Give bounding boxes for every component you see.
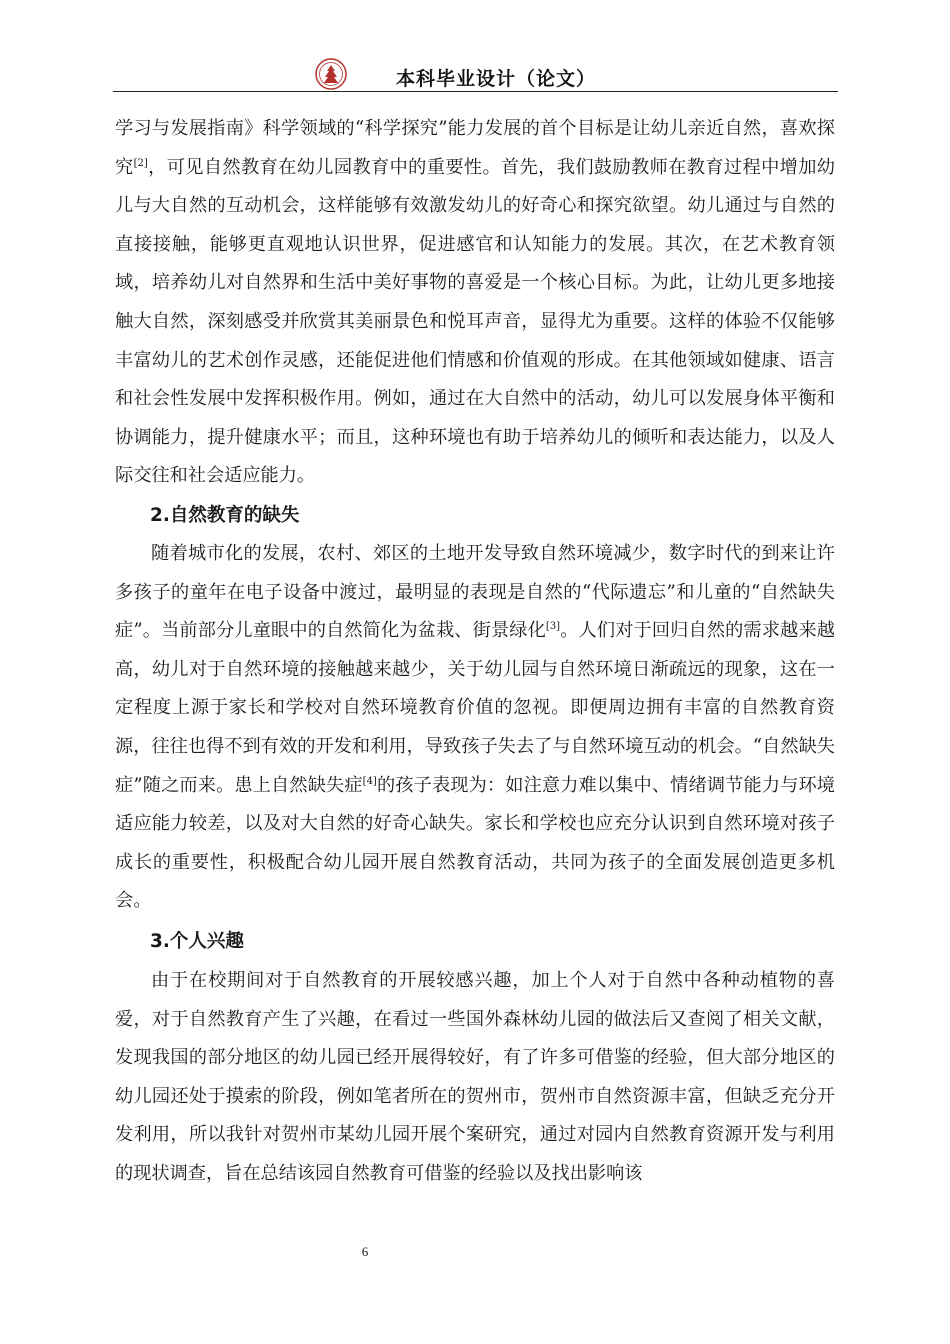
paragraph-text: 。人们对于回归自然的需求越来越高，幼儿对于自然环境的接触越来越少，关于幼儿园与自然环境日渐疏远的现象，这在一定程度上源于家长和学校对自然环境教育价值的忽视。即便周边拥有丰富的自然教育资源，往往也得不到有效的开发和利用，导致孩子失去了与自然环境互动的机会。“自然缺失症”随之而来。患上自然缺失症 [115,620,835,796]
page-header [113,58,838,92]
paragraph-text: 随着城市化的发展，农村、郊区的土地开发导致自然环境减少，数字时代的到来让许多孩子的童年在电子设备中渡过，最明显的表现是自然的“代际遗忘”和儿童的“自然缺失症”。当前部分儿童眼中的自然简化为盆栽、街景绿化 [115,543,835,642]
header-divider [113,91,838,92]
paragraph-text: 学习与发展指南》科学领域的“科学探究”能力发展的首个目标是让幼儿亲近自然，喜欢探究 [115,118,835,178]
section-heading-3: 3.个人兴趣 [150,931,244,952]
citation-ref: [3] [545,621,561,633]
citation-ref: [4] [362,775,377,787]
university-seal-icon [315,58,347,90]
page-number: 6 [361,1244,369,1259]
section-3-body [115,962,835,1194]
paragraph-text: ，可见自然教育在幼儿园教育中的重要性。首先，我们鼓励教师在教育过程中增加幼儿与大自然的互动机会，这样能够有效激发幼儿的好奇心和探究欲望。幼儿通过与自然的直接接触，能够更直观地认识世界，促进感官和认知能力的发展。其次，在艺术教育领域，培养幼儿对自然界和生活中美好事物的喜爱是一个核心目标。为此，让幼儿更多地接触大自然，深刻感受并欣赏其美丽景色和悦耳声音，显得尤为重要。这样的体验不仅能够丰富幼儿的艺术创作灵感，还能促进他们情感和价值观的形成。在其他领域如健康、语言和社会性发展中发挥积极作用。例如，通过在大自然中的活动，幼儿可以发展身体平衡和协调能力，提升健康水平；而且，这种环境也有助于培养幼儿的倾听和表达能力，以及人际交往和社会适应能力。 [115,156,835,487]
paragraph-text: 的孩子表现为：如注意力难以集中、情绪调节能力与环境适应能力较差，以及对大自然的好奇心缺失。家长和学校也应充分认识到自然环境对孩子成长的重要性，积极配合幼儿园开展自然教育活动，共同为孩子的全面发展创造更多机会。 [115,774,835,912]
header-title: 本科毕业设计（论文） [396,68,597,90]
paragraph-text: 由于在校期间对于自然教育的开展较感兴趣，加上个人对于自然中各种动植物的喜爱，对于自然教育产生了兴趣，在看过一些国外森林幼儿园的做法后又查阅了相关文献，发现我国的部分地区的幼儿园已经开展得较好，有了许多可借鉴的经验，但大部分地区的幼儿园还处于摸索的阶段，例如笔者所在的贺州市，贺州市自然资源丰富，但缺乏充分开发利用，所以我针对贺州市某幼儿园开展个案研究，通过对园内自然教育资源开发与利用的现状调查，旨在总结该园自然教育可借鉴的经验以及找出影响该 [115,970,835,1184]
citation-ref: [2] [133,157,148,169]
section-2-body [115,535,835,921]
section-heading-2: 2.自然教育的缺失 [150,505,300,526]
paragraph-continued [115,110,835,496]
